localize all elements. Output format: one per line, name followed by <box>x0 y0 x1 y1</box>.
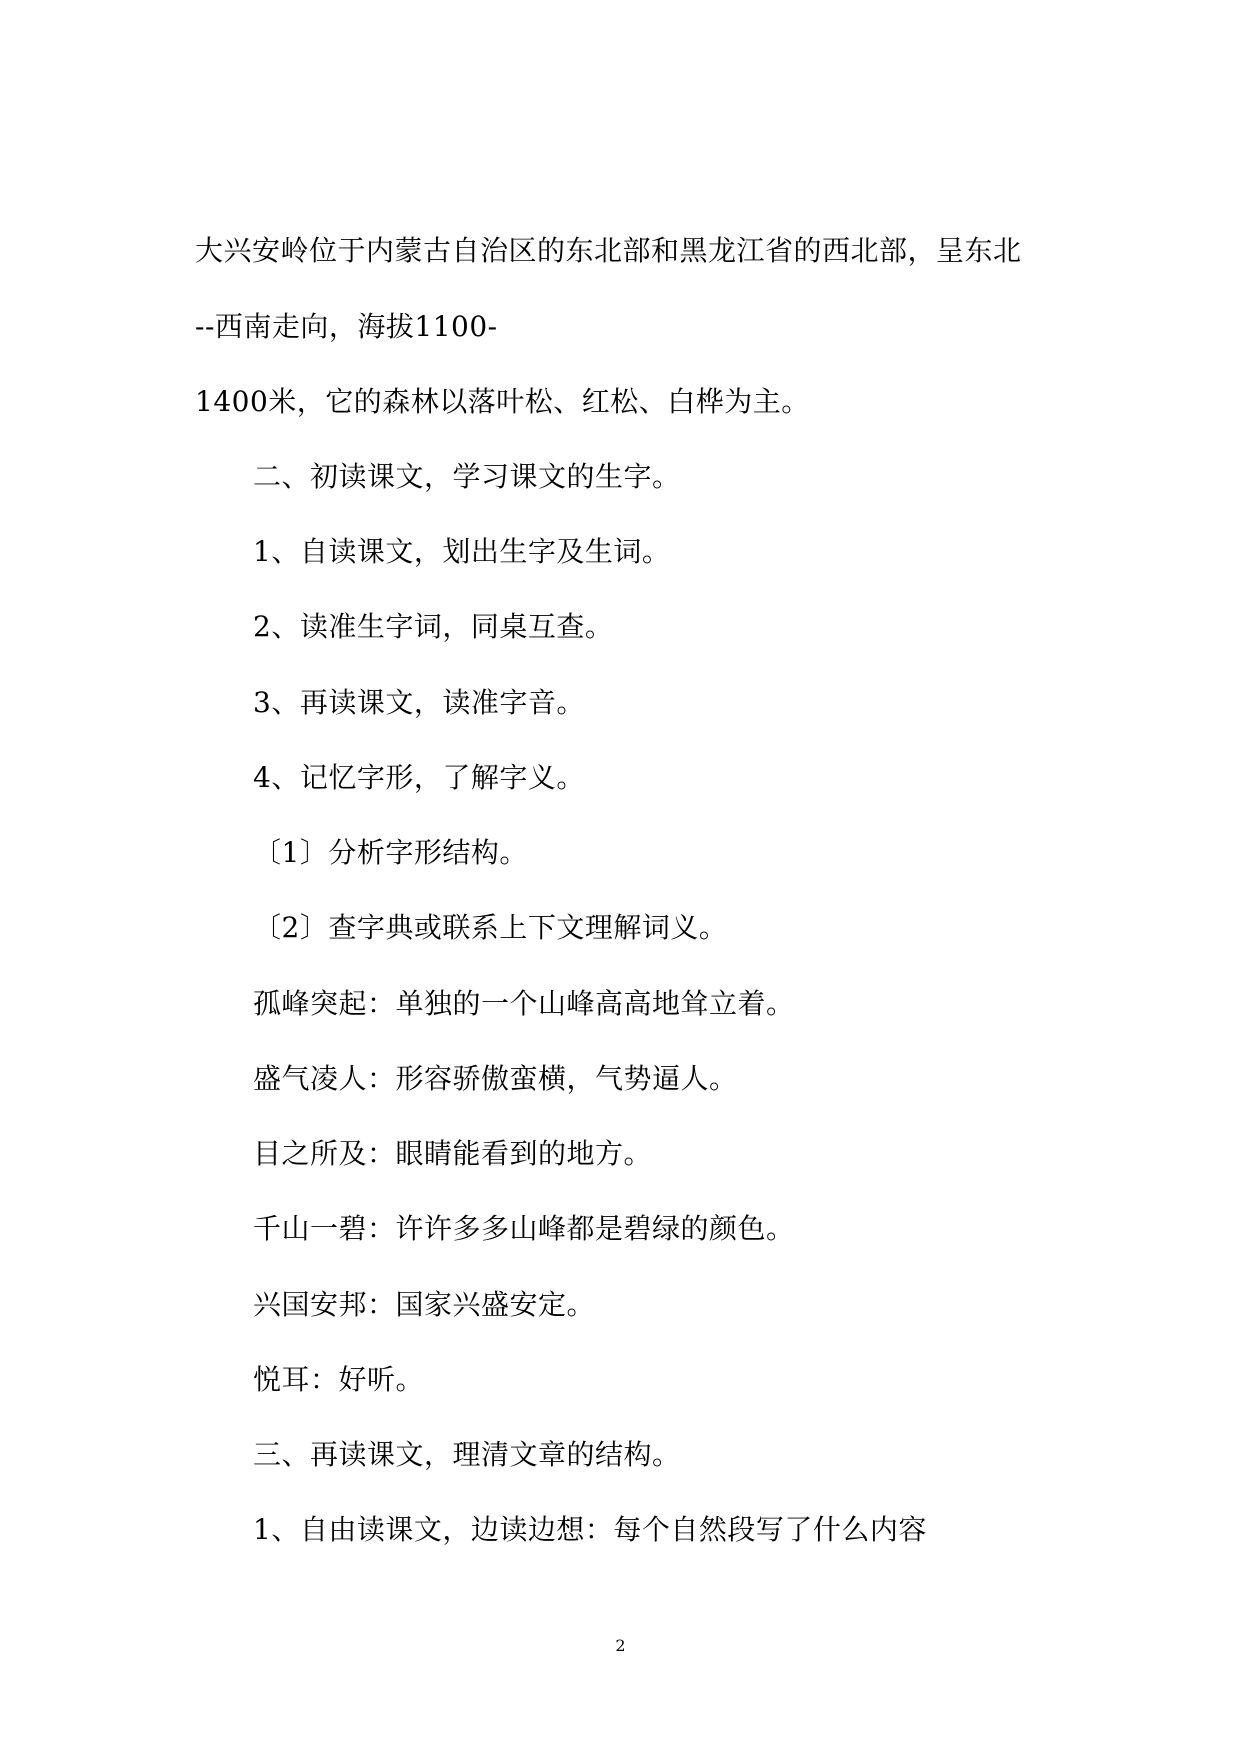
sub-item-1: 〔1〕分析字形结构。 <box>253 836 528 869</box>
list-item-2: 2、读准生字词，同桌互查。 <box>253 610 614 643</box>
vocab-definition: 目之所及：眼睛能看到的地方。 <box>253 1137 653 1170</box>
vocab-definition: 悦耳：好听。 <box>253 1363 425 1396</box>
vocab-definition: 兴国安邦：国家兴盛安定。 <box>253 1288 596 1321</box>
page-number: 2 <box>615 1636 626 1655</box>
list-item-1: 1、自读课文，划出生字及生词。 <box>253 535 671 568</box>
list-item-1: 1、自由读课文，边读边想：每个自然段写了什么内容 <box>253 1513 927 1546</box>
sub-item-2: 〔2〕查字典或联系上下文理解词义。 <box>253 911 728 944</box>
list-item-3: 3、再读课文，读准字音。 <box>253 686 585 719</box>
vocab-definition: 千山一碧：许许多多山峰都是碧绿的颜色。 <box>253 1212 795 1245</box>
vocab-definition: 孤峰突起：单独的一个山峰高高地耸立着。 <box>253 987 795 1020</box>
list-item-4: 4、记忆字形，了解字义。 <box>253 761 585 794</box>
vocab-definition: 盛气凌人：形容骄傲蛮横，气势逼人。 <box>253 1062 738 1095</box>
section-heading-2: 二、初读课文，学习课文的生字。 <box>253 460 681 493</box>
section-heading-3: 三、再读课文，理清文章的结构。 <box>253 1438 681 1471</box>
paragraph-line-3: 1400米，它的森林以落叶松、红松、白桦为主。 <box>195 385 810 418</box>
paragraph-line-1: 大兴安岭位于内蒙古自治区的东北部和黑龙江省的西北部，呈东北 <box>195 234 1022 267</box>
paragraph-line-2: --西南走向，海拔1100- <box>195 310 498 343</box>
